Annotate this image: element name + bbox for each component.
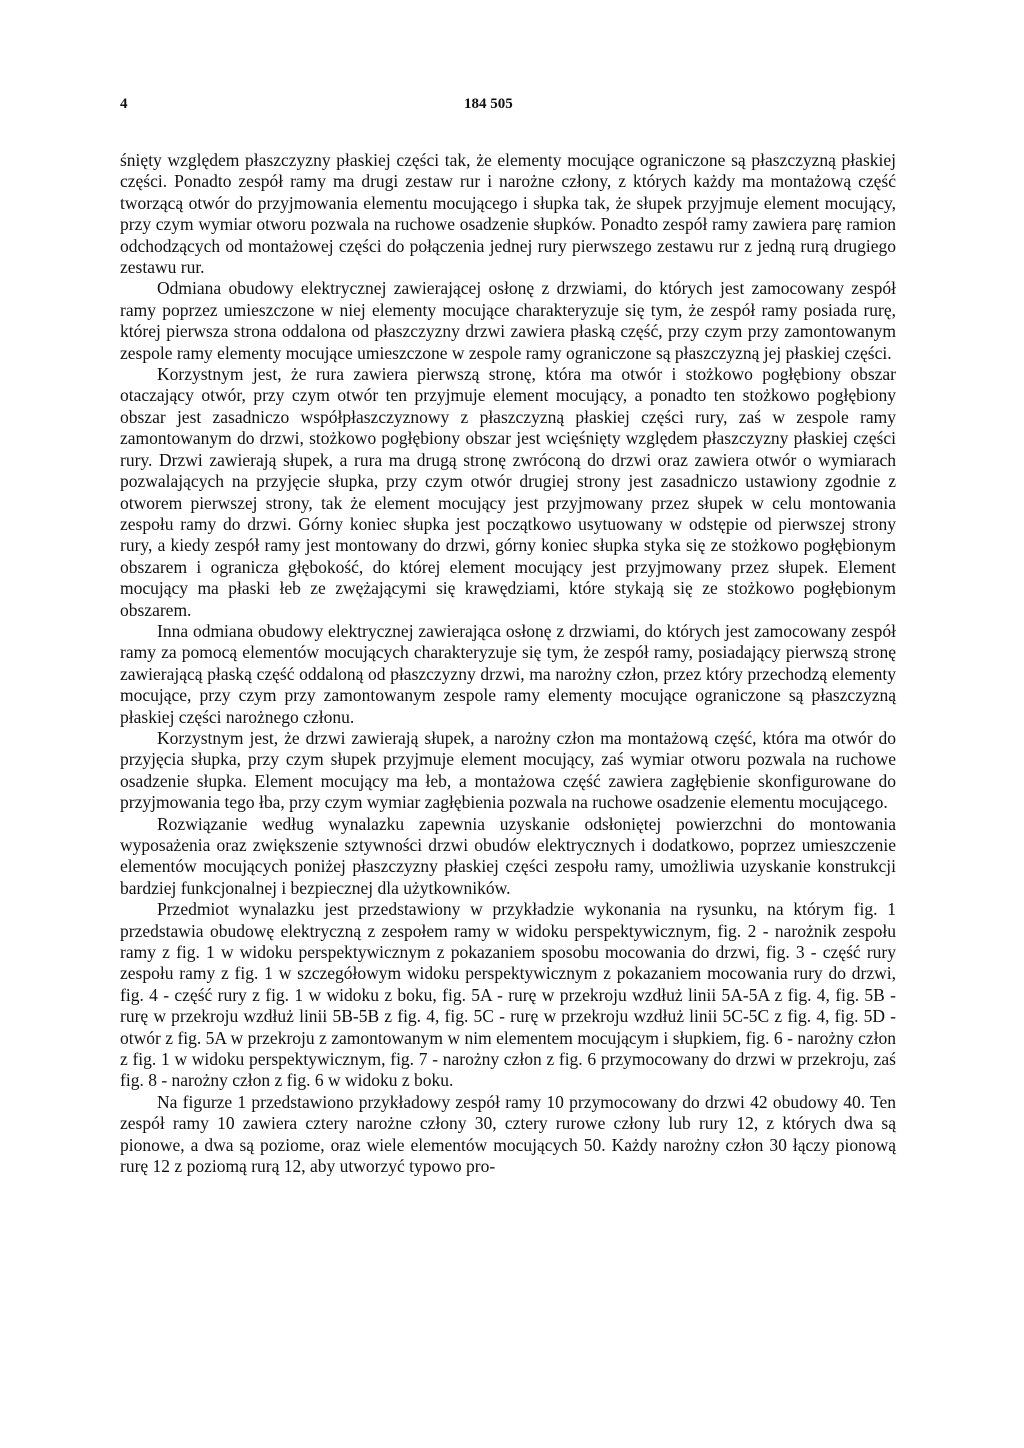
paragraph-variant-door-tube: Odmiana obudowy elektrycznej zawierającej osłonę z drzwiami, do których jest zamocowany zespół ramy poprzez umieszczone w niej elementy mocujące charakteryzuje się tym, że zespół ramy posiada rurę, której pierwsza strona oddalona od płaszczyzny drzwi zawiera płaską część, przy czym przy zamontowanym zespole ramy elementy mocujące umieszczone w zespole ramy ograniczone są płaszczyzną jej płaskiej części. [120,278,896,363]
paragraph-variant-corner-member: Inna odmiana obudowy elektrycznej zawierająca osłonę z drzwiami, do których jest zamocowany zespół ramy za pomocą elementów mocujących charakteryzuje się tym, że zespół ramy, posiadający pierwszą stronę zawierającą płaską część oddaloną od płaszczyzny drzwi, ma narożny człon, przez który przechodzą elementy mocujące, przy czym przy zamontowanym zespole ramy elementy mocujące ograniczone są płaszczyzną płaskiej części narożnego członu. [120,620,896,727]
page-header [120,96,896,120]
paragraph-corner-stud: Korzystnym jest, że drzwi zawierają słupek, a narożny człon ma montażową część, która ma otwór do przyjęcia słupka, przy czym słupek przyjmuje element mocujący, zaś wymiar otworu pozwala na ruchowe osadzenie słupka. Element mocujący ma łeb, a montażowa część zawiera zagłębienie skonfigurowane do przyjmowania tego łba, przy czym wymiar zagłębienia pozwala na ruchowe osadzenie elementu mocującego. [120,727,896,813]
body-text [120,150,896,1178]
paragraph-figure-1-description: Na figurze 1 przedstawiono przykładowy zespół ramy 10 przymocowany do drzwi 42 obudowy 40. Ten zespół ramy 10 zawiera cztery narożne człony 30, cztery rurowe człony lub rury 12, z których dwa są pionowe, a dwa są poziome, oraz wiele elementów mocujących 50. Każdy narożny człon 30 łączy pionową rurę 12 z poziomą rurą 12, aby utworzyć typowo pro- [120,1091,896,1177]
paragraph-figure-list: Przedmiot wynalazku jest przedstawiony w przykładzie wykonania na rysunku, na którym fig. 1 przedstawia obudowę elektryczną z zespołem ramy w widoku perspektywicznym, fig. 2 - narożnik zespołu ramy z fig. 1 w widoku perspektywicznym z pokazaniem sposobu mocowania do drzwi, fig. 3 - część rury zespołu ramy z fig. 1 w szczegółowym widoku perspektywicznym z pokazaniem mocowania rury do drzwi, fig. 4 - część rury z fig. 1 w widoku z boku, fig. 5A - rurę w przekroju wzdłuż linii 5A-5A z fig. 4, fig. 5B - rurę w przekroju wzdłuż linii 5B-5B z fig. 4, fig. 5C - rurę w przekroju wzdłuż linii 5C-5C z fig. 4, fig. 5D - otwór z fig. 5A w przekroju z zamontowanym w nim elementem mocującym i słupkiem, fig. 6 - narożny człon z fig. 1 w widoku perspektywicznym, fig. 7 - narożny człon z fig. 6 przymocowany do drzwi w przekroju, zaś fig. 8 - narożny człon z fig. 6 w widoku z boku. [120,899,896,1091]
paragraph-continuation: śnięty względem płaszczyzny płaskiej części tak, że elementy mocujące ograniczone są płaszczyzną płaskiej części. Ponadto zespół ramy ma drugi zestaw rur i narożne człony, z których każdy ma montażową część tworzącą otwór do przyjmowania elementu mocującego i słupka tak, że słupek przyjmuje element mocujący, przy czym wymiar otworu pozwala na ruchowe osadzenie słupków. Ponadto zespół ramy zawiera parę ramion odchodzących od montażowej części do połączenia jednej rury pierwszego zestawu rur z jedną rurą drugiego zestawu rur. [120,150,896,278]
paragraph-countersunk-hole: Korzystnym jest, że rura zawiera pierwszą stronę, która ma otwór i stożkowo pogłębiony obszar otaczający otwór, przy czym otwór ten przyjmuje element mocujący, a ponadto ten stożkowo pogłębiony obszar jest zasadniczo współpłaszczyznowy z płaszczyzną płaskiej części rury, zaś w zespole ramy zamontowanym do drzwi, stożkowo pogłębiony obszar jest wcięśnięty względem płaszczyzny płaskiej części rury. Drzwi zawierają słupek, a rura ma drugą stronę zwróconą do drzwi oraz zawiera otwór o wymiarach pozwalających na przyjęcie słupka, przy czym otwór drugiej strony jest zasadniczo ustawiony zgodnie z otworem pierwszej strony, tak że element mocujący jest przyjmowany przez słupek w celu montowania zespołu ramy do drzwi. Górny koniec słupka jest początkowo usytuowany w odstępie od pierwszej strony rury, a kiedy zespół ramy jest montowany do drzwi, górny koniec słupka styka się ze stożkowo pogłębionym obszarem i ogranicza głębokość, do której element mocujący jest przyjmowany przez słupek. Element mocujący ma płaski łeb ze zwężającymi się krawędziami, które stykają się ze stożkowo pogłębionym obszarem. [120,364,896,620]
page-number: 4 [120,96,128,112]
patent-number: 184 505 [464,96,513,112]
paragraph-advantages: Rozwiązanie według wynalazku zapewnia uzyskanie odsłoniętej powierzchni do montowania wyposażenia oraz zwiększenie sztywności drzwi obudów elektrycznych i dodatkowo, poprzez umieszczenie elementów mocujących poniżej płaszczyzny płaskiej części zespołu ramy, umożliwia uzyskanie konstrukcji bardziej funkcjonalnej i bezpiecznej dla użytkowników. [120,813,896,898]
